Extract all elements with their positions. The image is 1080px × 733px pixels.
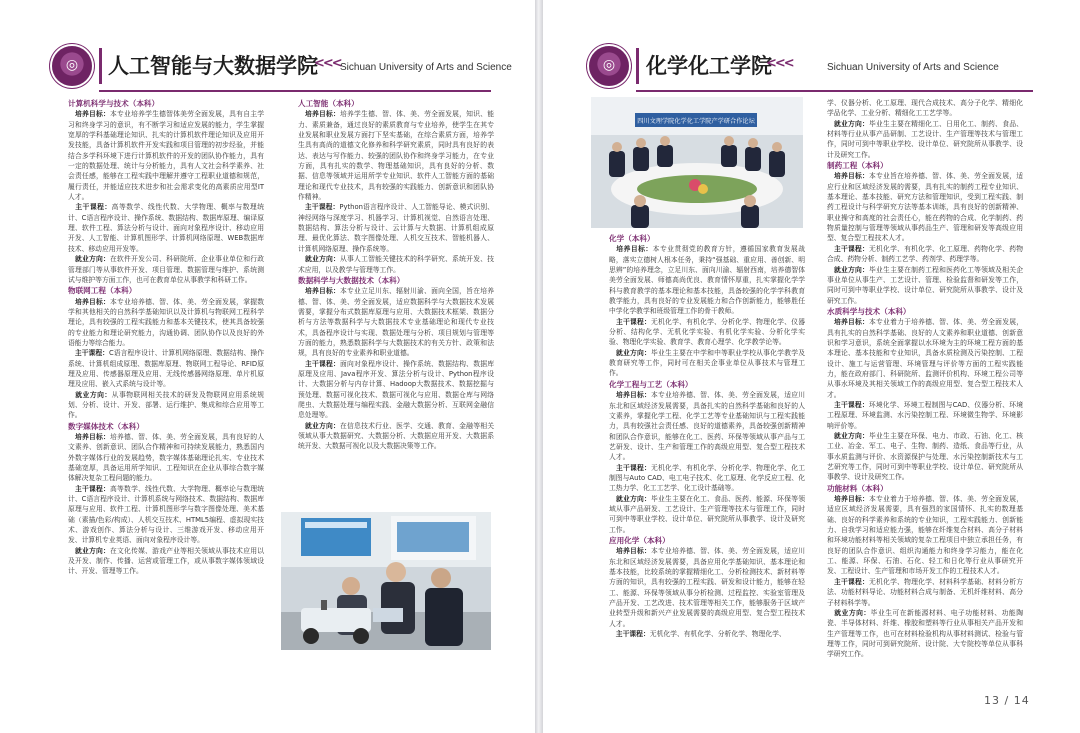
paragraph	[827, 171, 1023, 243]
paragraph	[827, 577, 1023, 608]
page-gutter	[535, 0, 543, 733]
paragraph-label: 培养目标：	[827, 172, 870, 181]
robot-demo-photo-illustration	[281, 512, 491, 650]
section-heading: 计算机科学与技术（本科）	[68, 99, 160, 108]
paragraph-text: 毕业生主要在制药工程和医药化工等领域及相关企事业单位从事生产、工艺设计、管理、检验监督和研发等工作，同时可到中等职业学校、设计单位、研究院所从事教学、设计及研究工作。	[827, 265, 1024, 305]
college-title-en: Sichuan University of Arts and Science	[340, 62, 512, 73]
paragraph-label: 培养目标：	[827, 495, 870, 504]
paragraph-text: 培养德、智、体、美、劳全面发展，具有良好的人文素养、创新意识、团队合作精神和可持续发展能力，熟悉国内外数字媒体行业的发展趋势，数字媒体基础理论扎实、专业技术基础宽厚，具备运用所学知识、工程知识在企业从事综合数字媒体解决复杂工程问题的能力。	[68, 433, 265, 483]
paragraph	[609, 629, 805, 639]
paragraph	[827, 400, 1023, 431]
section-heading: 物联网工程（本科）	[68, 286, 137, 296]
paragraph-text: Python语言程序设计、人工智能导论、模式识别、神经网络与深度学习、机器学习、计算机视觉、自然语言处理、数据结构、算法分析与设计、云计算与大数据、计算机组成原理、最优化算法、数字图像处理、人机交互技术、智能机器人、计算机网络原理、操作系统等。	[298, 203, 495, 253]
paragraph	[827, 265, 1023, 306]
paragraph-label: 主干课程：	[298, 359, 341, 368]
section-heading: 应用化学（本科）	[609, 535, 670, 545]
paragraph	[298, 109, 494, 202]
paragraph-text: 无机化学、有机化学、分析化学、物理化学、仪器分析、结构化学、无机化学实验、有机化学实验、分析化学实验、物理化学实验、教育学、教育心理学、化学教学论等。	[609, 317, 806, 347]
paragraph-label: 培养目标：	[298, 287, 341, 296]
paragraph-label: 主干课程：	[68, 203, 112, 212]
paragraph-text: 本专业培养德、智、体、美、劳全面发展，适应川东北和区域经济发展需要，具备扎实的自然科学基础和良好的人文素养，掌握化学工程、化学工艺等专业基础知识与工程实践能力，具有较强社会责任感、良好的道德素养，具备较强创新精神和团队合作意识，能够在化工、医药、环保等领域从事产品与工艺研发、设计、生产和管理工作的高级应用型、复合型工程技术人才。	[609, 391, 806, 462]
paragraph	[827, 317, 1023, 400]
college-title-en: Sichuan University of Arts and Science	[827, 62, 999, 73]
forum-banner-text: 四川文理学院化学化工学院产学研合作论坛	[637, 118, 755, 125]
right-column-2	[827, 98, 1023, 660]
paragraph-label: 培养目标：	[68, 433, 111, 441]
paragraph	[298, 202, 494, 254]
paragraph-label: 主干课程：	[609, 463, 652, 472]
header-rule	[636, 90, 1033, 92]
paragraph-label: 就业方向：	[68, 390, 112, 399]
section-heading: 数字媒体技术（本科）	[68, 421, 144, 431]
paragraph-text: 培养学生德、智、体、美、劳全面发展，知识、能力、素质兼备，通过良好的素质教育与专业培养，使学生在其专业发展和职业发展方面打下坚实基础，在综合素质方面，培养学生具有高尚的道德文化修养和科学研究素质，同时具有良好的表达、表达与写作能力、较强的团队协作和终身学习能力，在专业方面，具有扎实的数学、物理基础知识，具有良好的分析、数据、信息等领域并运用所学专业知识、软件人工智能方面的基础理论和现代专业技术，具有较强的实践能力、创新意识和团队协作精神。	[298, 110, 495, 202]
paragraph-text: 高等数学、线性代数、大学物理、概率与数理统计、C语言程序设计、操作系统、数据结构、数据库原理、编译原理、软件工程、算法分析与设计、面向对象程序设计、移动应用开发、人工智能、计算机图形学、计算机网络原理、WEB数据库技术、移动应用开发等。	[68, 203, 265, 253]
paragraph-text: 在软件开发公司、科研院所、企业事业单位和行政管理部门等从事软件开发、项目管理、数据管理与维护、系统测试与维护等方面工作，也可在教育单位从事教学和科研工作。	[68, 255, 265, 284]
paragraph-label: 培养目标：	[68, 110, 111, 119]
paragraph	[298, 286, 494, 358]
paragraph-label: 就业方向：	[298, 255, 341, 264]
paragraph-text: 本专业培养德、智、体、美、劳全面发展，掌握数学和其他相关的自然科学基础知识以及计算机与物联网工程科学理论，具有较强的工程实践能力和基本关键技术，使其具备较强的专业能力和理论研究能力，沟通协调、团队协作以及良好的外语能力等综合能力。	[68, 297, 265, 347]
paragraph	[609, 463, 805, 494]
paragraph	[827, 244, 1023, 265]
header-rule	[99, 90, 491, 92]
paragraph-label: 主干课程：	[68, 484, 111, 493]
section-heading: 水质科学与技术（本科）	[827, 306, 911, 316]
page-number: 13 / 14	[984, 694, 1030, 707]
paragraph-text: 环境化学、环境工程制图与CAD、仪器分析、环境工程原理、环境监测、水污染控制工程、环境微生物学、环境影响评价等。	[827, 400, 1023, 430]
paragraph-label: 就业方向：	[827, 608, 871, 617]
robot-demo-photo	[281, 512, 491, 650]
paragraph-text: 毕业生主要在环保、电力、市政、石油、化工、核工业、冶金、军工、电子、生物、制药、造纸、食品等行业，从事水质监测与评价、水资源保护与处理、水污染控制新技术与工艺研究等工作，同时可到中等职业学校、设计单位、研究院所从事教学、设计及研究工作。	[827, 432, 1024, 482]
paragraph-label: 培养目标：	[827, 318, 870, 327]
paragraph	[609, 494, 805, 535]
paragraph-text: 无机化学、物理化学、材料科学基础、材料分析方法、功能材料导论、功能材料合成与制备、无机纤维材料、高分子材料科学等。	[827, 577, 1024, 607]
paragraph-label: 主干课程：	[827, 244, 870, 253]
left-column-1	[68, 98, 264, 577]
paragraph-label: 就业方向：	[68, 255, 111, 264]
paragraph	[68, 348, 264, 389]
forum-meeting-photo-illustration	[591, 97, 803, 228]
paragraph-text: 无机化学、有机化学、化工原理、药物化学、药物合成、药物分析、制药工艺学、药剂学、药理学等。	[827, 244, 1024, 264]
paragraph	[298, 254, 494, 275]
university-logo-icon: ◎	[589, 46, 629, 86]
university-logo-icon: ◎	[52, 46, 92, 86]
paragraph-text: 学、仪器分析、化工原理、现代合成技术、高分子化学、精细化学品化学、工业分析、精细化工工艺学等。	[827, 99, 1023, 118]
paragraph	[68, 432, 264, 484]
right-page	[543, 0, 1080, 733]
paragraph	[609, 317, 805, 348]
section-heading: 化学工程与工艺（本科）	[609, 379, 693, 389]
paragraph-text: 毕业生主要在中学和中等职业学校从事化学教学及教育研究等工作，同时可在相关企事业单位从事技术与管理工作。	[609, 348, 806, 378]
paragraph	[298, 421, 494, 452]
paragraph	[827, 494, 1023, 577]
header-divider	[636, 48, 639, 84]
paragraph	[68, 202, 264, 254]
paragraph	[827, 608, 1023, 660]
paragraph-text: 面向对象程序设计、操作系统、数据结构、数据库原理及应用、Java程序开发、算法分析与设计、Python程序设计、大数据分析与内存计算、Hadoop大数据技术、数据挖掘与预处理、数据可视化技术、数据可视化与应用、数据仓库与网络爬虫、大数据处理与编程实践、金融大数据分析、互联网金融信息处理等。	[298, 359, 495, 420]
paragraph	[609, 244, 805, 316]
section-heading: 人工智能（本科）	[298, 99, 359, 108]
paragraph-label: 培养目标：	[609, 245, 653, 254]
paragraph-text: 本专业立足川东、辐射川渝、面向全国，旨在培养德、智、体、美、劳全面发展，适应数据科学与大数据技术发展需要，掌握分布式数据库原理与应用、大数据技术框架、数据分析与方法等数据科学与大数据技术专业基础理论和现代专业技术，具备程序设计与实现、数据处理与分析、项目规划与管理等方面的能力，熟悉数据科学与大数据技术的有关方针、政策和法规，具有良好的专业素养和职业道德。	[298, 287, 495, 358]
paragraph	[68, 109, 264, 202]
paragraph-label: 主干课程：	[68, 349, 109, 358]
paragraph-label: 就业方向：	[827, 432, 870, 440]
paragraph-text: 本专业旨在培养德、智、体、美、劳全面发展，适应行业和区域经济发展的需要，具有扎实的制药工程专业知识、基本理论、基本技能、研究方法和管理知识，受到工程实践、制药工程设计与科学研究方法等基本训练，具有良好的创新精神、职业操守和高度的社会责任心，能在药物的合成、化学制药、药物质量控制与管理等领域从事药品生产、管理和研发等高级应用型、复合型工程技术人才。	[827, 172, 1024, 243]
paragraph-text: 本专业着力于培养德、智、体、美、劳全面发展，具有扎实的自然科学基础、良好的人文素养和职业道德、创新意识和学习意识，系统全面掌握以水环境为主的环境工程方面的基本理论、基本技能和专业知识，具备水质检测及污染控制、工程设计、施工与运营管理、环境管理与评价等方面的工程实践能力，能在政府部门、科研院所、监测评价机构、环境工程公司等从事水环境及其相关领域工作的高级应用型、复合型工程技术人才。	[827, 318, 1024, 399]
paragraph-text: 本专业贯彻党的教育方针，遵循国家教育发展战略，落实立德树人根本任务，秉持“强基础、重应用、善创新、明思辨”的培养理念，立足川东、面向川渝、辐射西南，培养德智体美劳全面发展、师德高尚优良、教育情怀厚重，扎实掌握化学学科与教育教学的基本理论和基本技能，具备较强的化学学科教育教学能力，具有良好的专业发展能力和合作创新能力，能够胜任中学化学教学和班级管理工作的骨干教师。	[609, 245, 806, 316]
paragraph-label: 就业方向：	[298, 421, 341, 430]
paragraph-label: 就业方向：	[68, 546, 111, 555]
paragraph	[68, 484, 264, 546]
paragraph-text: 本专业培养学生德智体美劳全面发展，具有自主学习和终身学习的意识，有不断学习和适应发展的能力，学生掌握宽厚的学科基础理论知识、扎实的计算机软件理论知识及应用开发技能，具备计算机软件开发实践和项目管理的初步经验，并能结合多学科环境下进行计算机软件的开发的团队协作能力，具有一定的数据处理、统计与分析能力，具有人文社会科学素养、社会责任感，能够在工程实践中理解并遵守工程职业道德和规范，履行责任，并能适应技术进步和社会需求变化的高素质应用型IT人才。	[68, 110, 265, 202]
paragraph	[609, 390, 805, 462]
paragraph-label: 就业方向：	[609, 494, 652, 503]
forum-meeting-photo	[591, 97, 803, 228]
paragraph-label: 就业方向：	[609, 348, 652, 357]
paragraph-text: 本专业着力于培养德、智、体、美、劳全面发展，适应区域经济发展需要，具有强烈的家国情怀、扎实的数理基础、良好的科学素养和系统的专业知识，工程实践能力、创新能力、自我学习和适应能力强，能够在纤维复合材料、高分子材料和环境功能材料等相关领域的复杂工程项目中独立承担任务，有良好的团队合作意识、组织沟通能力和终身学习能力，能在化工、能源、环保、石油、石化、轻工和日化等行业从事研究开发、工程设计、生产管理和市场开发工作的工程技术人才。	[827, 495, 1024, 576]
paragraph-text: 毕业生主要在化工、食品、医药、能源、环保等领域从事产品研发、工艺设计、生产管理等技术与管理工作，同时可到中等职业学校、设计单位、研究院所从事教学、设计及研究工作。	[609, 494, 806, 534]
paragraph-text: 从事物联网相关技术的研发及物联网应用系统规划、分析、设计、开发、部署、运行维护、集成和综合应用等工作。	[68, 390, 265, 420]
paragraph-label: 主干课程：	[827, 577, 870, 586]
section-heading: 数据科学与大数据技术（本科）	[298, 275, 405, 285]
paragraph-label: 就业方向：	[827, 265, 870, 274]
paragraph	[68, 546, 264, 577]
paragraph-label: 培养目标：	[298, 110, 341, 119]
right-column-1	[609, 233, 805, 639]
paragraph-label: 主干课程：	[827, 400, 869, 409]
paragraph-label: 主干课程：	[298, 203, 340, 212]
college-title: 人工智能与大数据学院	[108, 54, 318, 78]
paragraph	[68, 254, 264, 285]
paragraph-text: 无机化学、有机化学、分析化学、物理化学、化工制图与Auto CAD、电工电子技术、化工原理、化学反应工程、化工热力学、化工工艺学、化工设计基础等。	[609, 463, 806, 493]
paragraph-text: C语言程序设计、计算机网络原理、数据结构、操作系统、计算机组成原理、数据库原理、物联网工程导论、RFID原理及应用、传感器原理及应用、无线传感器网络原理、单片机原理及应用、嵌入式系统与设计等。	[68, 349, 264, 389]
chevron-left-icon: <<<	[766, 56, 793, 71]
college-title: 化学化工学院	[646, 54, 772, 78]
paragraph-text: 无机化学、有机化学、分析化学、物理化学、	[649, 630, 786, 639]
paragraph-text: 在信息技术行业、医学、交通、教育、金融等相关领域从事大数据研究、大数据分析、大数据应用开发、大数据系统开发、大数据可视化以及大数据决策等工作。	[298, 421, 495, 451]
left-column-2	[298, 98, 494, 452]
paragraph-label: 主干课程：	[609, 317, 652, 326]
chevron-left-icon: <<<	[314, 56, 341, 71]
paragraph	[68, 297, 264, 349]
paragraph	[298, 359, 494, 421]
paragraph-label: 主干课程：	[609, 630, 650, 639]
paragraph-text: 毕业生可在新能源材料、电子功能材料、功能陶瓷、半导体材料、纤维、橡胶和塑料等行业从事相关产品开发和生产管理等工作，也可在材料检验机构从事材料测试、检验与管理等工作，同时可到研究院所、设计院、大专院校等单位从事科学研究工作。	[827, 608, 1024, 659]
paragraph-text: 在文化传媒、游戏产业等相关领域从事技术应用以及开发、制作、传播、运营或管理工作，或从事数字媒体领域设计、开发、管理等工作。	[68, 546, 265, 576]
paragraph	[827, 119, 1023, 160]
paragraph	[609, 348, 805, 379]
left-page	[0, 0, 535, 733]
section-heading: 功能材料（本科）	[827, 483, 888, 493]
paragraph-text: 高等数学、线性代数、大学物理、概率论与数理统计、C语言程序设计、计算机系统与网络技术、数据结构、数据库原理与应用、软件工程、计算机图形学与数字图像处理、美术基础（素描/色彩/构成）、人机交互技术、HTML5编程、虚拟现实技术、游戏创作、算法分析与设计、三维游戏开发、移动应用开发、计算机专业英语、面向对象程序设计等。	[68, 484, 265, 545]
paragraph-text: 本专业培养德、智、体、美、劳全面发展，适应川东北和区域经济发展需要，具备应用化学基础知识、基本理论和基本技能，比较系统的掌握精细化工、分析检测技术、新材料等方面的知识，具有较强的工程实践、研发和设计能力，能够在轻工、能源、环保等领域从事分析检测、过程监控、实验室管理及产品开发、工艺改进、技术管理等相关工作，能够服务于区域产业转型升级和新兴产业发展需要的高级应用型、复合型工程技术人才。	[609, 547, 806, 628]
paragraph-text: 从事人工智能关键技术的科学研究、系统开发、技术应用，以及教学与管理等工作。	[298, 255, 495, 274]
section-heading: 化学（本科）	[609, 234, 655, 243]
paragraph	[827, 98, 1023, 119]
paragraph-label: 培养目标：	[68, 297, 111, 306]
paragraph-label: 培养目标：	[609, 547, 652, 556]
paragraph	[827, 431, 1023, 483]
paragraph-label: 培养目标：	[609, 391, 652, 400]
paragraph	[609, 546, 805, 629]
section-heading: 制药工程（本科）	[827, 161, 888, 171]
paragraph-label: 就业方向：	[827, 119, 870, 128]
header-divider	[99, 48, 102, 84]
paragraph-text: 毕业生主要在精细化工、日用化工、制药、食品、材料等行业从事产品研制、工艺设计、生产管理等技术与管理工作，同时可到中等职业学校、设计单位、研究院所从事教学、设计及研究工作。	[827, 119, 1024, 159]
paragraph	[68, 390, 264, 421]
